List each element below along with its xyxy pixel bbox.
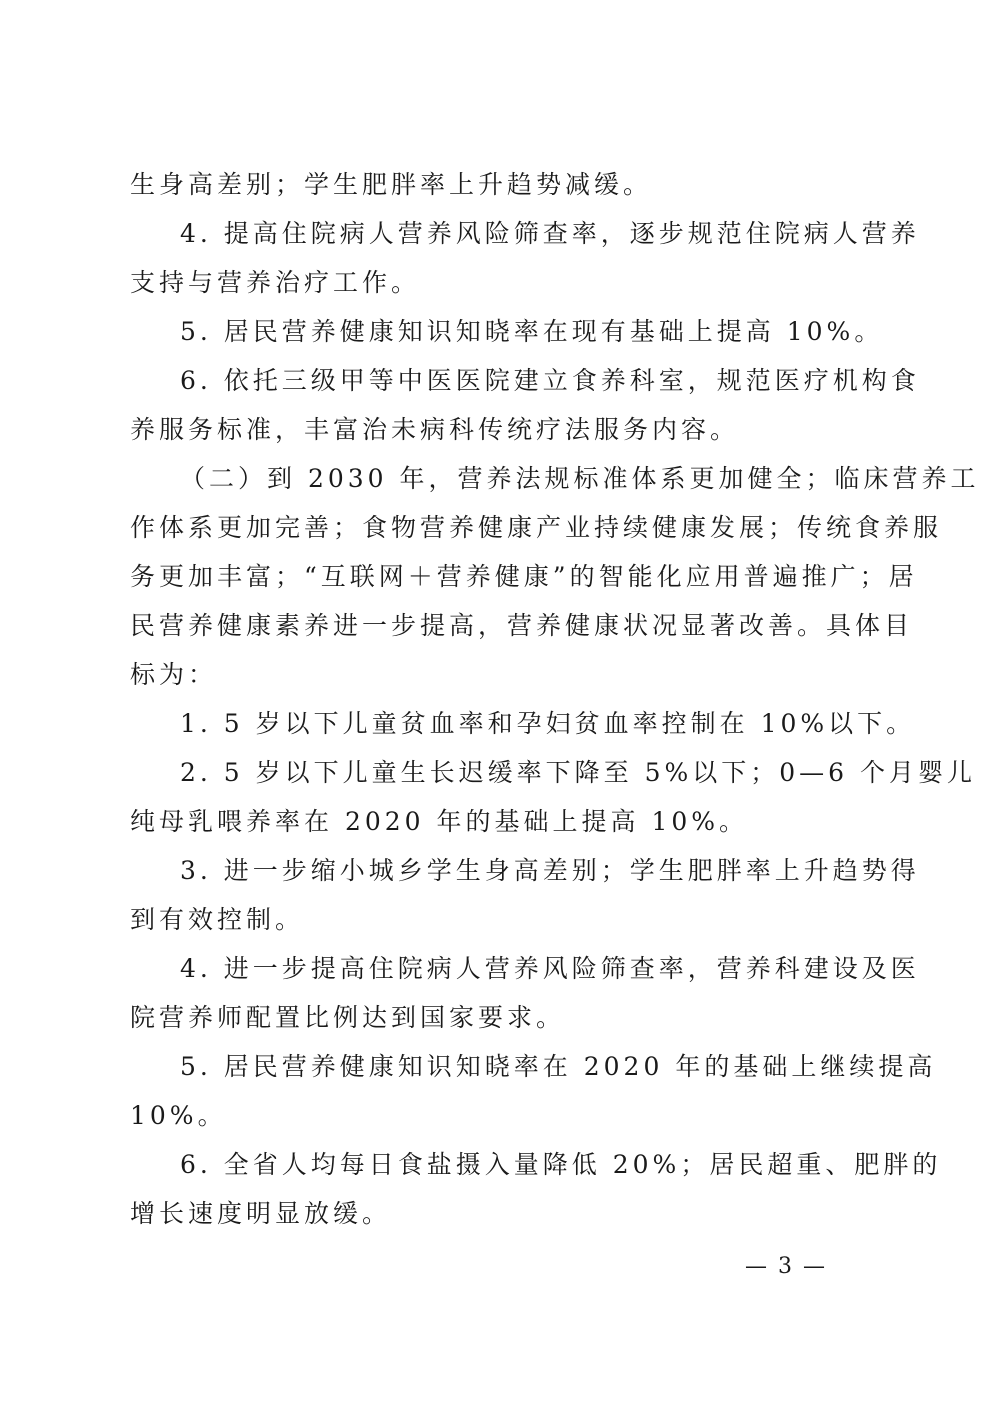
page-number: — 3 — (745, 1254, 827, 1279)
text-line: 到有效控制。 (130, 905, 305, 934)
text-line: 4. 进一步提高住院病人营养风险筛查率，营养科建设及医 (180, 954, 920, 983)
text-line: 1. 5 岁以下儿童贫血率和孕妇贫血率控制在 10%以下。 (180, 709, 916, 738)
text-line: （二）到 2030 年，营养法规标准体系更加健全；临床营养工 (180, 464, 980, 493)
text-line: 5. 居民营养健康知识知晓率在 2020 年的基础上继续提高 (180, 1052, 937, 1081)
text-line: 纯母乳喂养率在 2020 年的基础上提高 10%。 (130, 807, 749, 836)
text-line: 10%。 (130, 1101, 227, 1130)
text-line: 3. 进一步缩小城乡学生身高差别；学生肥胖率上升趋势得 (180, 856, 920, 885)
text-line: 院营养师配置比例达到国家要求。 (130, 1003, 566, 1032)
text-line: 5. 居民营养健康知识知晓率在现有基础上提高 10%。 (180, 317, 884, 346)
text-line: 作体系更加完善；食物营养健康产业持续健康发展；传统食养服 (130, 513, 943, 542)
text-line: 民营养健康素养进一步提高，营养健康状况显著改善。具体目 (130, 611, 914, 640)
text-line: 支持与营养治疗工作。 (130, 268, 421, 297)
text-line: 4. 提高住院病人营养风险筛查率，逐步规范住院病人营养 (180, 219, 920, 248)
text-line: 生身高差别；学生肥胖率上升趋势减缓。 (130, 170, 653, 199)
text-line: 务更加丰富；“互联网＋营养健康”的智能化应用普遍推广；居 (130, 562, 918, 591)
text-line: 增长速度明显放缓。 (130, 1199, 392, 1228)
text-line: 标为： (130, 660, 218, 689)
text-line: 养服务标准，丰富治未病科传统疗法服务内容。 (130, 415, 740, 444)
text-line: 6. 依托三级甲等中医医院建立食养科室，规范医疗机构食 (180, 366, 920, 395)
text-line: 2. 5 岁以下儿童生长迟缓率下降至 5%以下；0—6 个月婴儿 (180, 758, 977, 787)
text-line: 6. 全省人均每日食盐摄入量降低 20%；居民超重、肥胖的 (180, 1150, 942, 1179)
